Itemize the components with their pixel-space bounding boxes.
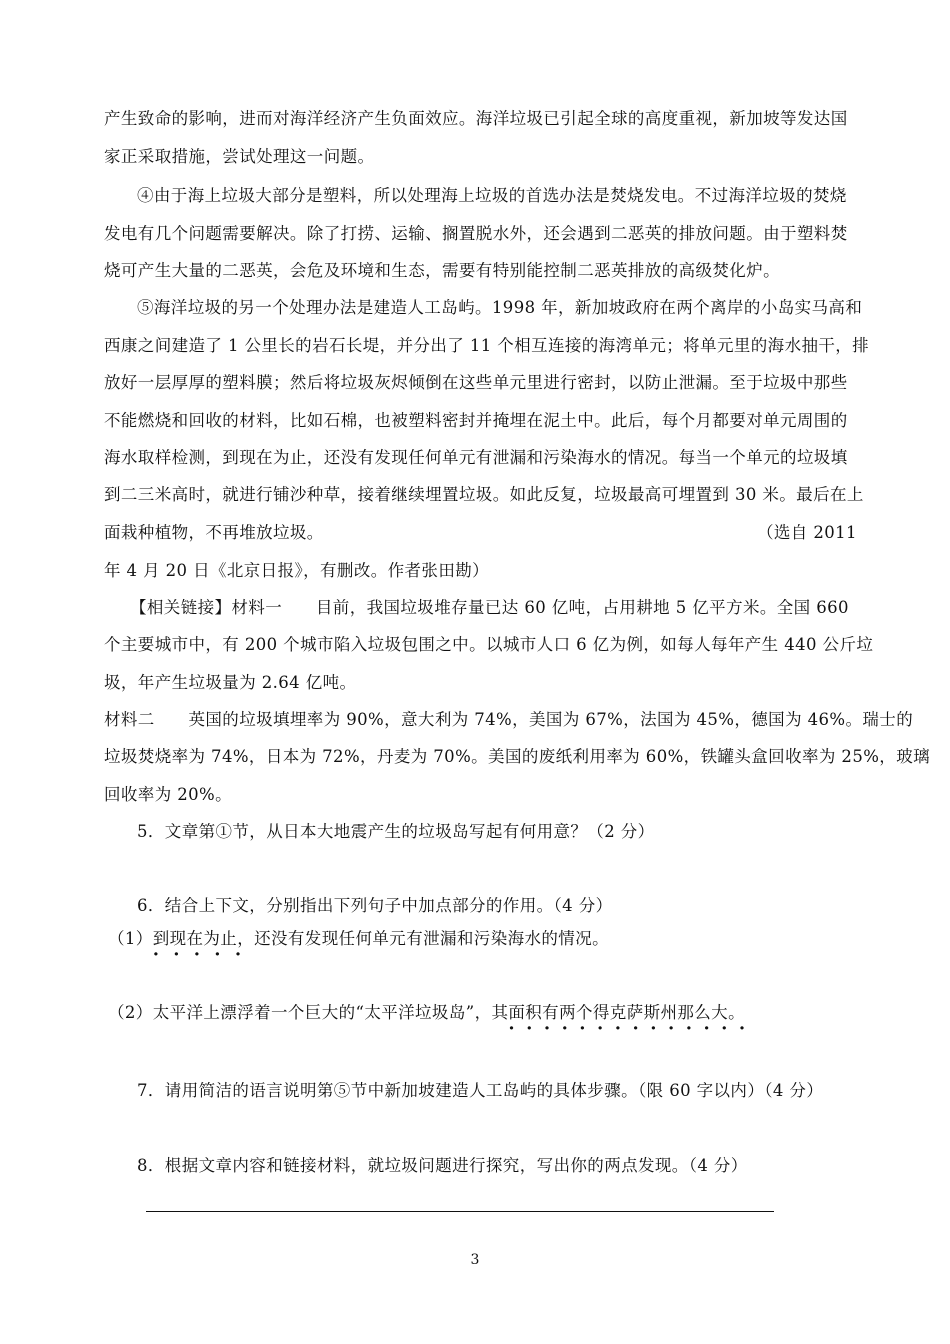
- question-6: 6．结合上下文，分别指出下列句子中加点部分的作用。（4 分）: [137, 896, 613, 915]
- question-5: 5．文章第①节，从日本大地震产生的垃圾岛写起有何用意？（2 分）: [137, 822, 655, 841]
- source-citation: （选自 2011: [757, 523, 857, 542]
- text-line: 垃圾焚烧率为 74%，日本为 72%，丹麦为 70%。美国的废纸利用率为 60%，铁罐头盒回收率为 25%，玻璃: [104, 747, 930, 766]
- text-line: 发电有几个问题需要解决。除了打捞、运输、搁置脱水外，还会遇到二恶英的排放问题。由于塑料焚: [104, 224, 848, 243]
- text-line: 海水取样检测，到现在为止，还没有发现任何单元有泄漏和污染海水的情况。每当一个单元的垃圾填: [104, 448, 848, 467]
- sentence-text: ，还没有发现任何单元有泄漏和污染海水的情况。: [237, 929, 610, 948]
- text-line: 面栽种植物，不再堆放垃圾。: [104, 523, 324, 542]
- text-line: 圾，年产生垃圾量为 2.64 亿吨。: [104, 673, 357, 692]
- dotted-phrase: 面积有两个得克萨斯州那么大 · · ·: [508, 1002, 728, 1024]
- text-line: ⑤海洋垃圾的另一个处理办法是建造人工岛屿。1998 年，新加坡政府在两个离岸的小岛实马高和: [137, 298, 863, 317]
- text-line: 放好一层厚厚的塑料膜；然后将垃圾灰烬倾倒在这些单元里进行密封，以防止泄漏。至于垃圾中那些: [104, 373, 848, 392]
- text-line: 回收率为 20%。: [104, 785, 233, 804]
- sentence-text: （2）太平洋上漂浮着一个巨大的“太平洋垃圾岛”，其: [108, 1003, 509, 1022]
- dotted-phrase: 到现在为止 · · ·: [153, 928, 238, 950]
- question-6-item-2: [108, 1002, 745, 1024]
- text-line: 西康之间建造了 1 公里长的岩石长堤，并分出了 11 个相互连接的海湾单元；将单元里的海水抽干，排: [104, 336, 870, 355]
- sentence-text: 。: [728, 1003, 745, 1022]
- text-line: ④由于海上垃圾大部分是塑料，所以处理海上垃圾的首选办法是焚烧发电。不过海洋垃圾的焚烧: [137, 186, 847, 205]
- question-6-item-1: [108, 928, 609, 950]
- question-7: 7．请用简洁的语言说明第⑤节中新加坡建造人工岛屿的具体步骤。（限 60 字以内）（4 分）: [137, 1081, 824, 1100]
- text-line: 到二三米高时，就进行铺沙种草，接着继续埋置垃圾。如此反复，垃圾最高可埋置到 30 米。最后在上: [104, 485, 864, 504]
- source-citation: 年 4 月 20 日《北京日报》，有删改。作者张田勘）: [104, 561, 490, 580]
- page-number: 3: [470, 1252, 480, 1268]
- text-line: 材料二 英国的垃圾填埋率为 90%，意大利为 74%，美国为 67%，法国为 45%，德国为 46%。瑞士的: [104, 710, 914, 729]
- text-line: 不能燃烧和回收的材料，比如石棉，也被塑料密封并掩埋在泥土中。此后，每个月都要对单元周围的: [104, 411, 848, 430]
- question-8: 8．根据文章内容和链接材料，就垃圾问题进行探究，写出你的两点发现。（4 分）: [137, 1156, 748, 1175]
- answer-line: [146, 1211, 774, 1212]
- text-line: 烧可产生大量的二恶英，会危及环境和生态，需要有特别能控制二恶英排放的高级焚化炉。: [104, 261, 780, 280]
- item-number: （1）: [108, 929, 153, 948]
- text-line: 产生致命的影响，进而对海洋经济产生负面效应。海洋垃圾已引起全球的高度重视，新加坡等发达国: [104, 109, 848, 128]
- text-line: 家正采取措施，尝试处理这一问题。: [104, 147, 375, 166]
- text-line: 【相关链接】材料一 目前，我国垃圾堆存量已达 60 亿吨，占用耕地 5 亿平方米。全国 660: [130, 598, 849, 617]
- text-line: 个主要城市中，有 200 个城市陷入垃圾包围之中。以城市人口 6 亿为例，如每人每年产生 440 公斤垃: [104, 635, 874, 654]
